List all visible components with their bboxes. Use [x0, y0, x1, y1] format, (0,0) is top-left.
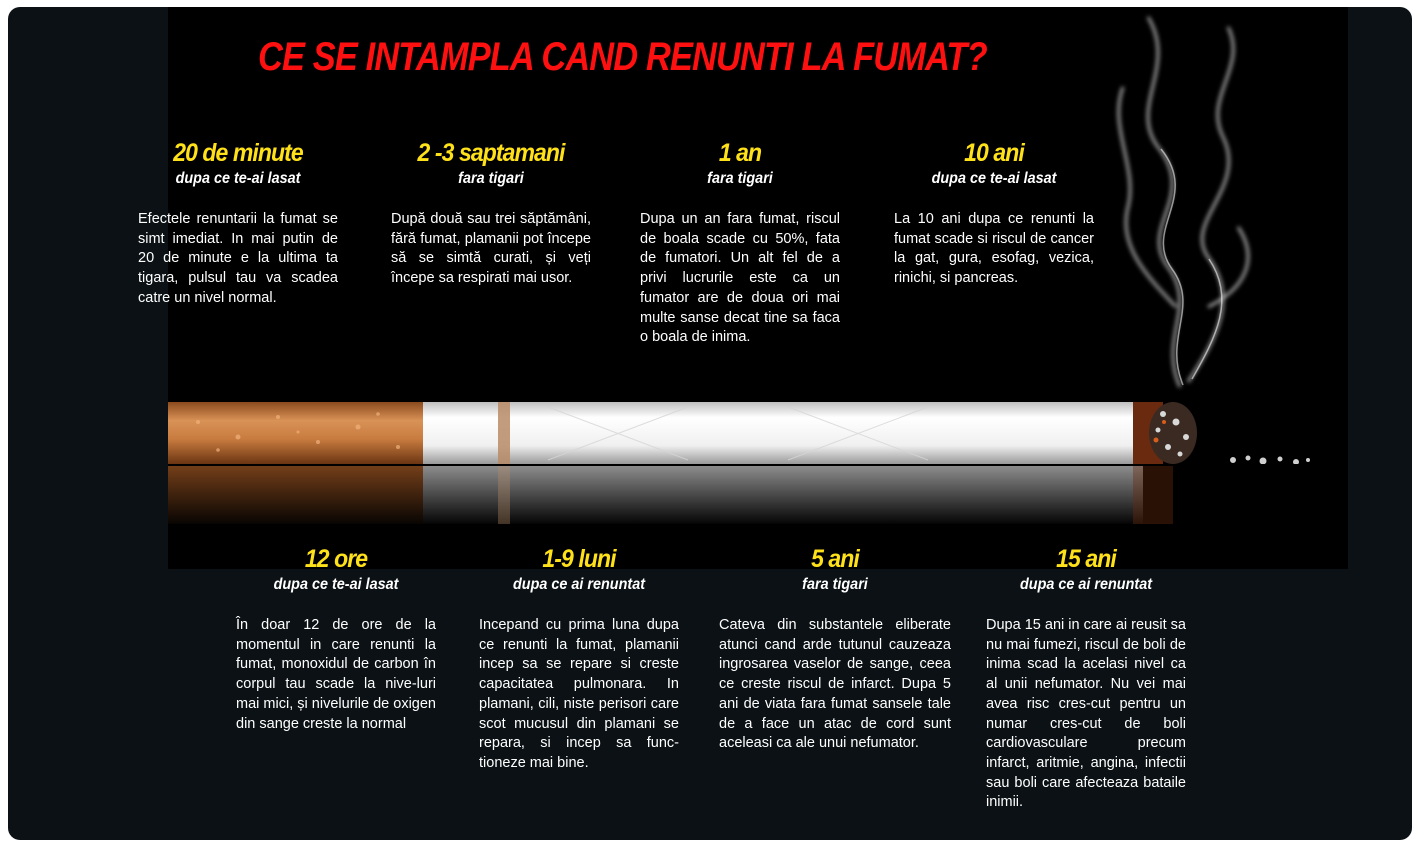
block-heading: 20 de minute	[173, 139, 303, 167]
block-text: În doar 12 de ore de la momentul in care renunti la fumat, monoxidul de carbon în corpul tau scade la nive-luri mai mici, și nivelurile de oxigen din sange creste la normal	[236, 617, 436, 732]
block-subheading: dupa ce te-ai lasat	[175, 170, 301, 187]
timeline-block-10-years	[894, 139, 1094, 289]
block-text: Cateva din substantele eliberate atunci cand arde tutunul cauzeaza ingrosarea vaselor de sange, ceea ce creste riscul de infarct. Dupa 5 ani de viata fara fumat sansele tale de a face un atac de cord sunt aceleasi ca ale unui nefumator.	[719, 617, 951, 752]
block-text: După două sau trei săptămâni, fără fumat, plamanii pot începe să se simtă curati, și veți începe sa respirati mai usor.	[391, 211, 591, 287]
block-heading: 1 an	[718, 139, 762, 167]
timeline-block-1-9-months	[479, 545, 679, 774]
smoke-illustration	[1088, 7, 1268, 397]
cigarette-illustration	[168, 392, 1318, 532]
block-text: La 10 ani dupa ce renunti la fumat scade si riscul de cancer la gat, gura, esofag, vezica, rinichi, si pancreas.	[894, 211, 1094, 287]
block-text: Efectele renuntarii la fumat se simt imediat. In mai putin de 20 de minute e la ultima ta tigara, pulsul tau va scadea catre un nivel normal.	[138, 211, 338, 306]
timeline-block-12-hours	[236, 545, 436, 734]
block-subheading: fara tigari	[707, 170, 773, 187]
block-heading: 2 -3 saptamani	[417, 139, 565, 167]
block-text: Dupa un an fara fumat, riscul de boala scade cu 50%, fata de fumatori. Un alt fel de a privi lucrurile este ca un fumator are de doua ori mai multe sanse decat tine sa faca o boala de inima.	[640, 211, 840, 346]
block-subheading: fara tigari	[458, 170, 524, 187]
timeline-block-20-minutes	[138, 139, 338, 309]
infographic-frame	[8, 7, 1412, 840]
page-title: CE SE INTAMPLA CAND RENUNTI LA FUMAT?	[258, 35, 987, 79]
block-heading: 15 ani	[1056, 545, 1116, 573]
timeline-block-5-years	[719, 545, 951, 754]
block-heading: 5 ani	[811, 545, 859, 573]
timeline-block-1-year	[640, 139, 840, 348]
block-heading: 1-9 luni	[542, 545, 616, 573]
block-heading: 10 ani	[964, 139, 1024, 167]
timeline-block-2-3-weeks	[391, 139, 591, 289]
block-subheading: dupa ce ai renuntat	[512, 576, 646, 593]
timeline-block-15-years	[986, 545, 1186, 813]
block-heading: 12 ore	[304, 545, 368, 573]
block-subheading: dupa ce te-ai lasat	[931, 170, 1057, 187]
block-subheading: fara tigari	[802, 576, 868, 593]
block-text: Dupa 15 ani in care ai reusit sa nu mai fumezi, riscul de boli de inima scad la acelasi nivel ca al unii nefumator. Nu vei mai avea risc cres-cut pentru un numar cres-cut de boli cardiovasculare precum infarct, aritmie, angina, infectii sau boli care afecteaza bataile inimii.	[986, 617, 1186, 811]
block-subheading: dupa ce ai renuntat	[1019, 576, 1153, 593]
block-text: Incepand cu prima luna dupa ce renunti la fumat, plamanii incep sa se repare si creste capacitatea pulmonara. In plamani, cili, niste perisori care scot mucusul din plamani se repara, si incep sa func-tioneze mai bine.	[479, 617, 679, 771]
block-subheading: dupa ce te-ai lasat	[273, 576, 399, 593]
